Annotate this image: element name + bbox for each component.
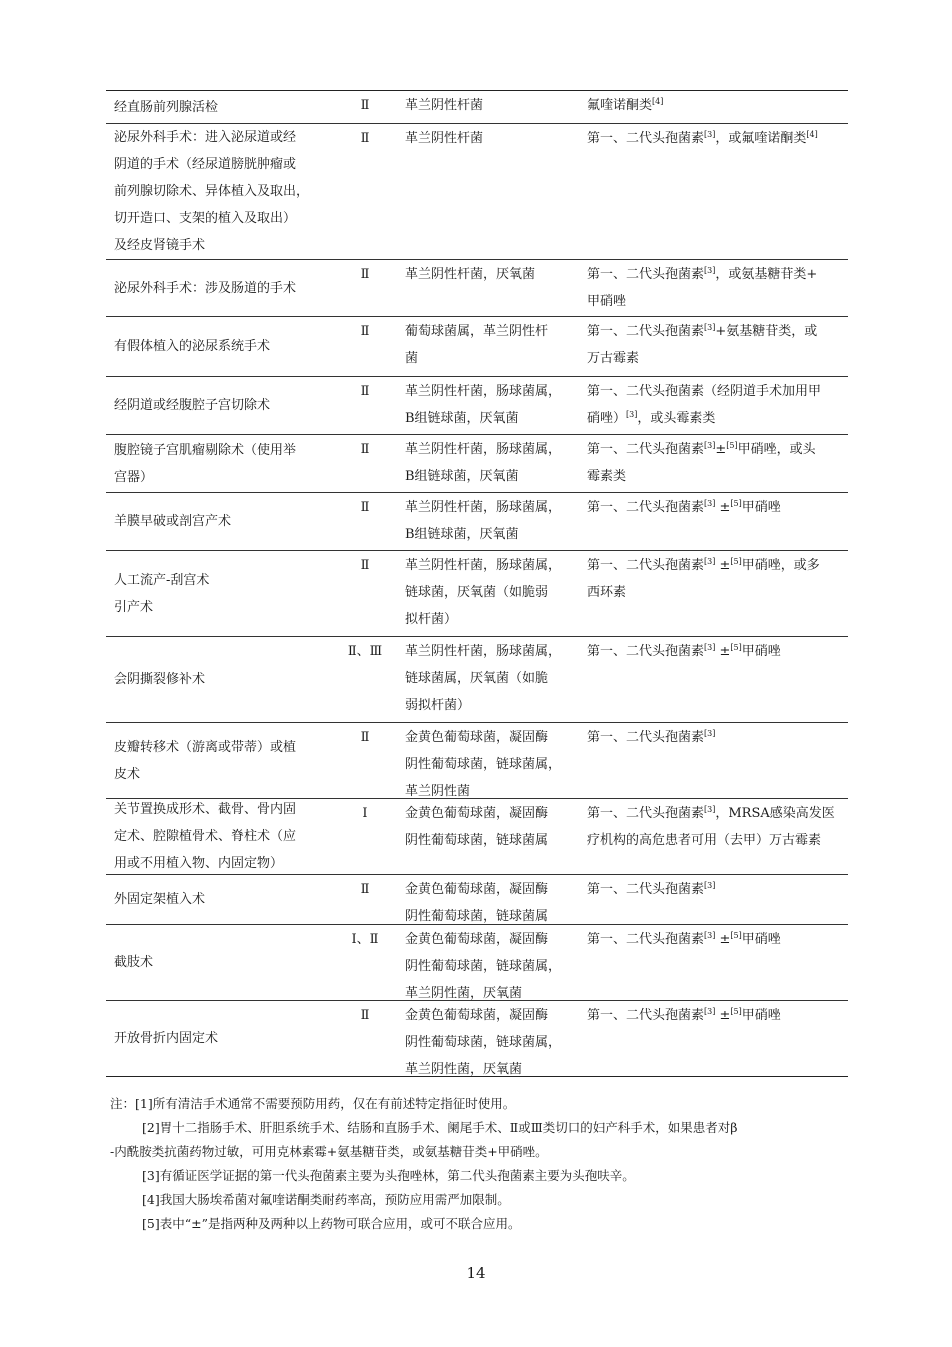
cell-antibiotics-line: 甲硝唑 [587,294,627,309]
cell-antibiotics [579,925,848,1000]
cell-pathogens-line: 金黄色葡萄球菌，凝固酶 [405,882,549,897]
cell-pathogens-line: 金黄色葡萄球菌，凝固酶 [405,932,549,947]
antibiotic-prophylaxis-table [106,90,848,1077]
cell-incision: Ⅱ [360,882,370,897]
cell-pathogens-line: 革兰阴性杆菌，肠球菌属， [405,500,562,515]
note-line: -内酰胺类抗菌药物过敏，可用克林素霉+氨基糖苷类，或氨基糖苷类+甲硝唑。 [110,1144,548,1159]
cell-procedure-line: 截肢术 [114,955,154,970]
cell-incision: Ⅱ [360,131,370,146]
cell-procedure-line: 用或不用植入物、内固定物） [114,856,284,871]
cell-procedure-line: 引产术 [114,599,154,615]
cell-procedure [106,1001,331,1076]
table-row [106,924,848,1000]
cell-pathogens-line: 拟杆菌） [405,612,458,627]
cell-antibiotics [579,1001,848,1076]
table-row [106,1000,848,1076]
cell-pathogens-line: 弱拟杆菌） [405,698,471,713]
cell-antibiotics-line: 第一、二代头孢菌素[3] [587,881,716,897]
cell-procedure [106,875,331,924]
cell-antibiotics-line: 氟喹诺酮类[4] [587,97,664,113]
cell-pathogens [399,260,579,316]
cell-incision: Ⅱ [360,324,370,339]
cell-antibiotics-line: 万古霉素 [587,351,640,366]
cell-procedure [106,124,331,259]
cell-antibiotics [579,637,848,722]
cell-procedure [106,435,331,492]
cell-incision: Ⅱ [360,558,370,573]
cell-incision: Ⅱ [360,730,370,745]
cell-antibiotics-line: 第一、二代头孢菌素[3]，或氟喹诺酮类[4] [587,130,818,146]
table-row [106,550,848,636]
cell-pathogens-line: 革兰阴性杆菌，肠球菌属， [405,442,562,457]
cell-pathogens [399,875,579,924]
cell-pathogens-line: 阴性葡萄球菌，链球菌属， [405,959,562,974]
cell-pathogens-line: 金黄色葡萄球菌，凝固酶 [405,1008,549,1023]
note-line: [5]表中“±”是指两种及两种以上药物可联合应用，或可不联合应用。 [142,1216,521,1231]
cell-incision: Ⅱ [360,442,370,457]
cell-procedure-line: 切开造口、支架的植入及取出） [114,211,297,226]
cell-procedure-line: 经阴道或经腹腔子宫切除术 [114,398,271,413]
cell-antibiotics-line: 第一、二代头孢菌素[3] ±[5]甲硝唑 [587,931,781,947]
table-row [106,636,848,722]
cell-pathogens [399,377,579,434]
cell-antibiotics [579,723,848,798]
cell-pathogens-line: 金黄色葡萄球菌，凝固酶 [405,806,549,821]
cell-procedure-line: 泌尿外科手术：涉及肠道的手术 [114,280,297,296]
cell-incision: Ⅱ [360,500,370,515]
cell-antibiotics [579,260,848,316]
cell-pathogens-line: 菌 [405,351,419,366]
cell-procedure-line: 关节置换成形术、截骨、骨内固 [114,802,297,817]
cell-antibiotics-line: 第一、二代头孢菌素[3] [587,729,716,745]
cell-pathogens-line: 阴性葡萄球菌，链球菌属 [405,833,549,848]
cell-procedure [106,377,331,434]
cell-pathogens [399,637,579,722]
cell-antibiotics [579,493,848,550]
cell-antibiotics-line: 第一、二代头孢菌素[3] ±[5]甲硝唑 [587,1007,781,1023]
cell-antibiotics [579,875,848,924]
cell-pathogens-line: 革兰阴性杆菌，厌氧菌 [405,267,536,282]
cell-antibiotics-line: 第一、二代头孢菌素[3]，或氨基糖苷类+ [587,266,818,282]
cell-pathogens-line: B组链球菌，厌氧菌 [405,411,519,426]
cell-incision: Ⅰ [362,806,368,821]
cell-pathogens [399,317,579,376]
cell-pathogens-line: 阴性葡萄球菌，链球菌属 [405,909,549,924]
table-row [106,376,848,434]
cell-pathogens [399,124,579,259]
cell-incision: Ⅱ [360,98,370,113]
cell-antibiotics [579,435,848,492]
cell-pathogens [399,435,579,492]
cell-procedure [106,317,331,376]
cell-antibiotics-line: 第一、二代头孢菌素[3] ±[5]甲硝唑 [587,643,781,659]
cell-procedure-line: 阴道的手术（经尿道膀胱肿瘤或 [114,157,297,172]
cell-antibiotics-line: 疗机构的高危患者可用（去甲）万古霉素 [587,833,822,848]
cell-procedure-line: 经直肠前列腺活检 [114,99,219,115]
cell-procedure [106,723,331,798]
cell-incision: Ⅰ、Ⅱ [351,932,379,947]
cell-incision: Ⅱ [360,384,370,399]
note-line: [4]我国大肠埃希菌对氟喹诺酮类耐药率高，预防应用需严加限制。 [142,1192,510,1207]
cell-procedure [106,925,331,1000]
cell-antibiotics [579,317,848,376]
cell-antibiotics-line: 第一、二代头孢菌素[3]，MRSA感染高发医 [587,805,835,821]
table-row [106,91,848,123]
cell-procedure [106,493,331,550]
cell-procedure-line: 泌尿外科手术：进入泌尿道或经 [114,130,297,145]
cell-procedure [106,799,331,874]
cell-antibiotics [579,124,848,259]
cell-pathogens-line: 革兰阴性杆菌，肠球菌属， [405,384,562,399]
cell-pathogens [399,799,579,874]
cell-pathogens [399,925,579,1000]
cell-procedure-line: 皮术 [114,766,141,782]
cell-antibiotics-line: 第一、二代头孢菌素[3]+氨基糖苷类，或 [587,323,818,339]
cell-antibiotics [579,551,848,636]
cell-pathogens-line: 葡萄球菌属，革兰阴性杆 [405,324,549,339]
table-row [106,874,848,924]
cell-pathogens-line: 链球菌，厌氧菌（如脆弱 [405,585,549,600]
cell-procedure-line: 定术、腔隙植骨术、脊柱术（应 [114,829,297,844]
cell-procedure-line: 皮瓣转移术（游离或带蒂）或植 [114,739,297,755]
cell-pathogens-line: 革兰阴性杆菌，肠球菌属， [405,644,562,659]
cell-incision: Ⅱ [360,1008,370,1023]
cell-antibiotics-line: 第一、二代头孢菌素[3]±[5]甲硝唑，或头 [587,441,816,457]
cell-procedure-line: 及经皮肾镜手术 [114,238,206,253]
cell-antibiotics-line: 第一、二代头孢菌素[3] ±[5]甲硝唑，或多 [587,557,820,573]
cell-procedure-line: 会阴撕裂修补术 [114,672,206,687]
table-row [106,492,848,550]
cell-procedure-line: 羊膜早破或剖宫产术 [114,514,232,529]
note-line: [2]胃十二指肠手术、肝胆系统手术、结肠和直肠手术、阑尾手术、Ⅱ或Ⅲ类切口的妇产科手术，如果患者对β [142,1120,738,1135]
table-row [106,722,848,798]
table-notes [110,1092,850,1236]
page-number: 14 [466,1264,486,1282]
cell-antibiotics-line: 西环素 [587,585,627,600]
table-row [106,123,848,259]
cell-pathogens [399,551,579,636]
cell-procedure [106,637,331,722]
cell-antibiotics-line: 霉素类 [587,469,627,484]
cell-procedure-line: 外固定架植入术 [114,892,206,907]
cell-procedure [106,551,331,636]
cell-pathogens-line: 革兰阴性杆菌 [405,98,484,113]
table-row [106,434,848,492]
cell-procedure-line: 有假体植入的泌尿系统手术 [114,339,271,354]
cell-pathogens [399,91,579,123]
cell-pathogens-line: B组链球菌，厌氧菌 [405,527,519,542]
cell-procedure-line: 开放骨折内固定术 [114,1031,219,1046]
cell-pathogens-line: 链球菌属，厌氧菌（如脆 [405,671,549,686]
cell-pathogens-line: B组链球菌，厌氧菌 [405,469,519,484]
cell-procedure [106,91,331,123]
cell-incision: Ⅱ、Ⅲ [347,644,383,659]
cell-procedure-line: 前列腺切除术、异体植入及取出， [114,184,310,199]
table-row [106,259,848,316]
cell-pathogens-line: 金黄色葡萄球菌，凝固酶 [405,730,549,745]
cell-antibiotics-line: 第一、二代头孢菌素[3] ±[5]甲硝唑 [587,499,781,515]
cell-pathogens-line: 革兰阴性杆菌 [405,131,484,146]
table-row [106,798,848,874]
cell-pathogens [399,723,579,798]
note-line: 注：[1]所有清洁手术通常不需要预防用药，仅在有前述特定指征时使用。 [110,1096,516,1111]
cell-pathogens-line: 革兰阴性菌，厌氧菌 [405,1062,523,1077]
note-line: [3]有循证医学证据的第一代头孢菌素主要为头孢唑林，第二代头孢菌素主要为头孢呋辛。 [142,1168,635,1183]
cell-procedure [106,260,331,316]
cell-antibiotics-line: 第一、二代头孢菌素（经阴道手术加用甲 [587,384,822,399]
cell-incision: Ⅱ [360,267,370,282]
cell-procedure-line: 人工流产-刮宫术 [114,572,210,588]
cell-pathogens-line: 革兰阴性杆菌，肠球菌属， [405,558,562,573]
cell-pathogens [399,1001,579,1076]
cell-antibiotics [579,377,848,434]
cell-pathogens [399,493,579,550]
cell-procedure-line: 腹腔镜子宫肌瘤剔除术（使用举 [114,442,297,458]
cell-pathogens-line: 阴性葡萄球菌，链球菌属， [405,757,562,772]
cell-pathogens-line: 阴性葡萄球菌，链球菌属， [405,1035,562,1050]
cell-pathogens-line: 革兰阴性菌 [405,784,471,799]
cell-antibiotics [579,91,848,123]
cell-pathogens-line: 革兰阴性菌，厌氧菌 [405,986,523,1001]
cell-antibiotics [579,799,848,874]
table-row [106,316,848,376]
cell-antibiotics-line: 硝唑）[3]，或头霉素类 [587,410,716,426]
cell-procedure-line: 宫器） [114,469,154,485]
